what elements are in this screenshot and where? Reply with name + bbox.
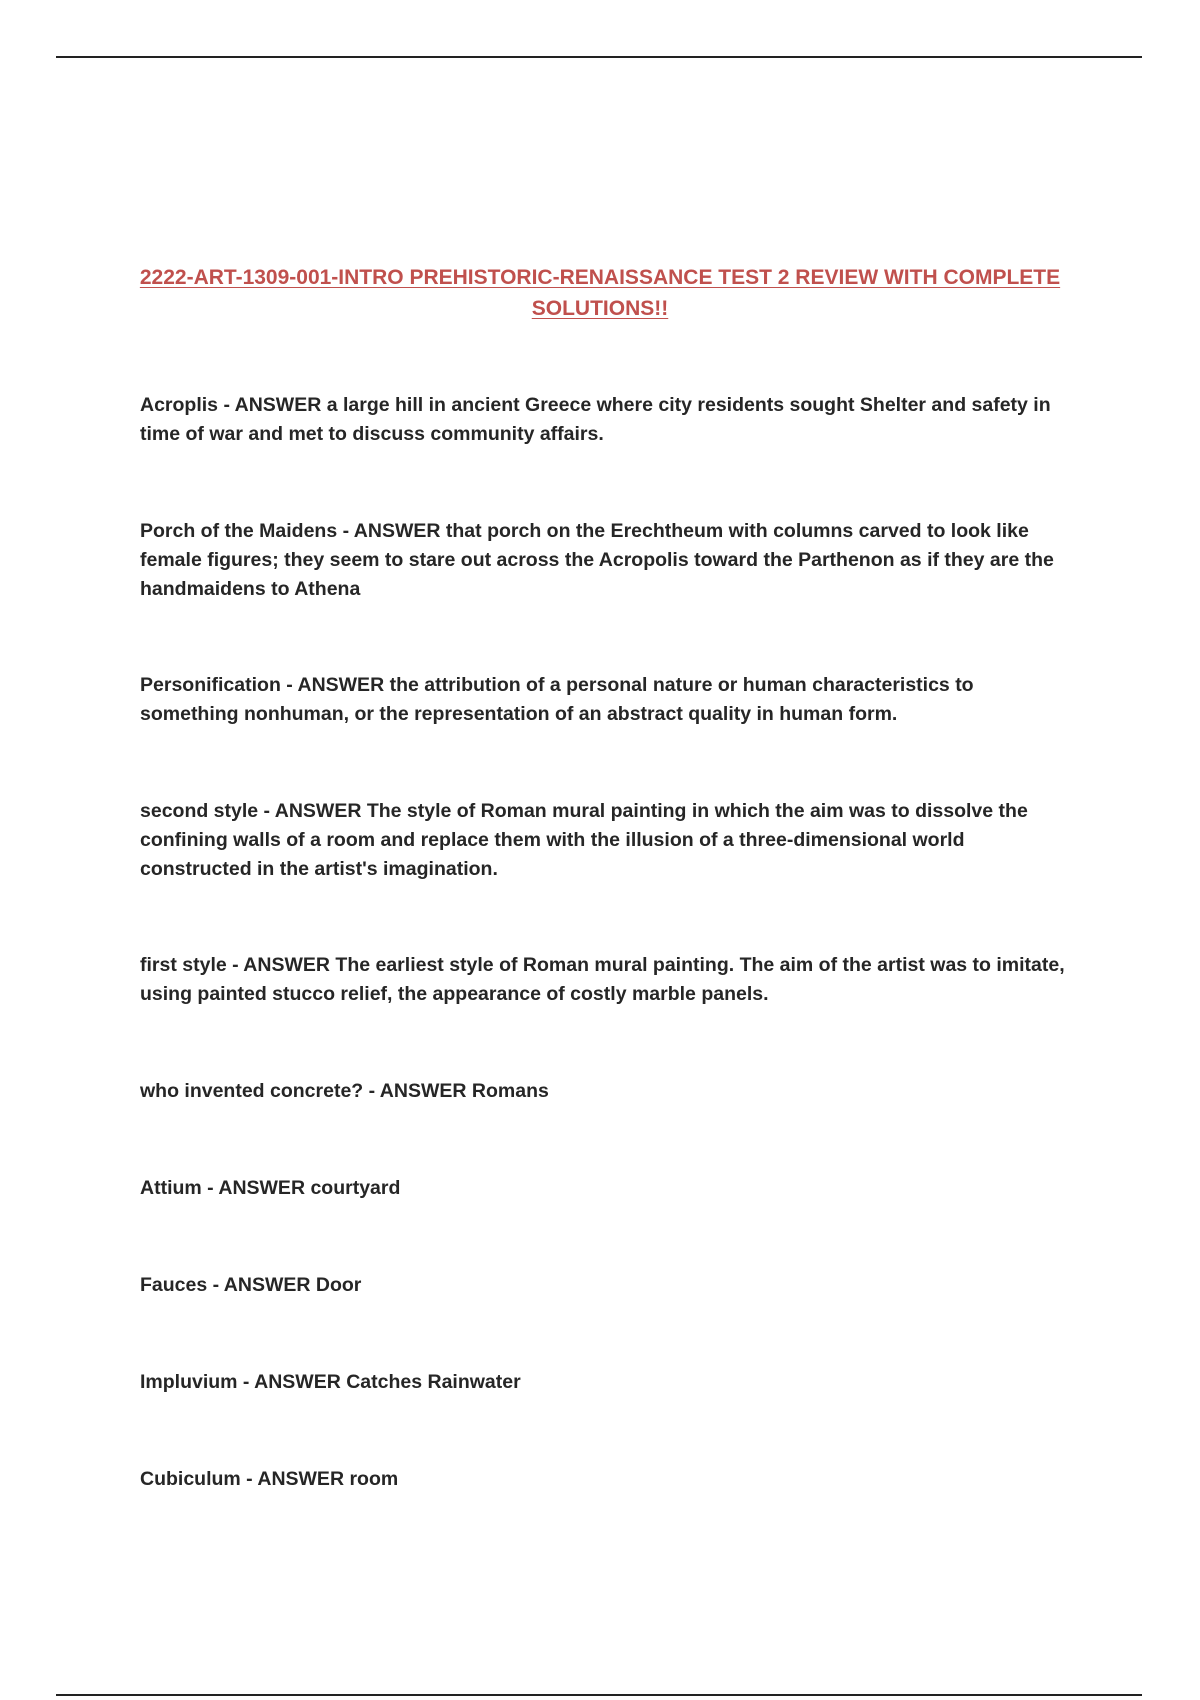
- qa-entry: [140, 1271, 1070, 1300]
- qa-entry: [140, 1077, 1070, 1106]
- document-title: 2222-ART-1309-001-INTRO PREHISTORIC-RENAISSANCE TEST 2 REVIEW WITH COMPLETE SOLUTIONS!!: [139, 266, 1061, 320]
- qa-entry: [140, 1465, 1070, 1494]
- entry-answer: room: [349, 1468, 399, 1490]
- entry-answer: Catches Rainwater: [346, 1371, 521, 1393]
- entry-separator: - ANSWER: [280, 674, 390, 696]
- entry-term: Attium: [140, 1177, 202, 1199]
- entry-separator: - ANSWER: [226, 954, 336, 976]
- entry-separator: - ANSWER: [237, 1371, 347, 1393]
- entry-answer: a large hill in ancient Greece where city residents sought Shelter and safety in time of war and met to discuss community affairs.: [140, 394, 1051, 445]
- entry-answer: The earliest style of Roman mural painting. The aim of the artist was to imitate, using painted stucco relief, the appearance of costly marble panels.: [140, 954, 1065, 1005]
- qa-entry: [140, 951, 1070, 1009]
- entry-term: Porch of the Maidens: [140, 520, 338, 542]
- qa-entry: [140, 797, 1070, 884]
- bottom-rule: [56, 1694, 1142, 1696]
- entry-term: Acroplis: [140, 394, 219, 416]
- entry-answer: Door: [315, 1274, 362, 1296]
- entry-separator: - ANSWER: [207, 1274, 316, 1296]
- qa-list: [140, 0, 1070, 1700]
- qa-entry: [140, 1174, 1070, 1203]
- entry-answer: the attribution of a personal nature or human characteristics to something nonhuman, or the representation of an abstract quality in human form.: [140, 674, 974, 725]
- entry-separator: - ANSWER: [218, 394, 327, 416]
- entry-term: second style: [140, 800, 259, 822]
- qa-entry: [140, 517, 1070, 604]
- entry-separator: - ANSWER: [258, 800, 367, 822]
- qa-entry: [140, 1368, 1070, 1397]
- entry-term: Cubiculum: [140, 1468, 241, 1490]
- entry-answer: that porch on the Erechtheum with columns carved to look like female figures; they seem to stare out across the Acropolis toward the Parthenon as if they are the handmaidens to Athena: [140, 520, 1054, 600]
- entry-separator: - ANSWER: [240, 1468, 350, 1490]
- qa-entry: [140, 391, 1070, 449]
- entry-separator: - ANSWER: [337, 520, 446, 542]
- entry-term: Personification: [140, 674, 281, 696]
- entry-term: first style: [140, 954, 227, 976]
- entry-answer: Romans: [471, 1080, 549, 1102]
- entry-answer: The style of Roman mural painting in which the aim was to dissolve the confining walls of a room and replace them with the illusion of a three-dimensional world constructed in the artist's imagination.: [140, 800, 1028, 880]
- entry-term: Fauces: [140, 1274, 208, 1296]
- entry-answer: courtyard: [310, 1177, 401, 1199]
- qa-entry: [140, 671, 1070, 729]
- entry-separator: - ANSWER: [363, 1080, 472, 1102]
- entry-separator: - ANSWER: [201, 1177, 311, 1199]
- entry-term: who invented concrete?: [140, 1080, 364, 1102]
- entry-term: Impluvium: [140, 1371, 238, 1393]
